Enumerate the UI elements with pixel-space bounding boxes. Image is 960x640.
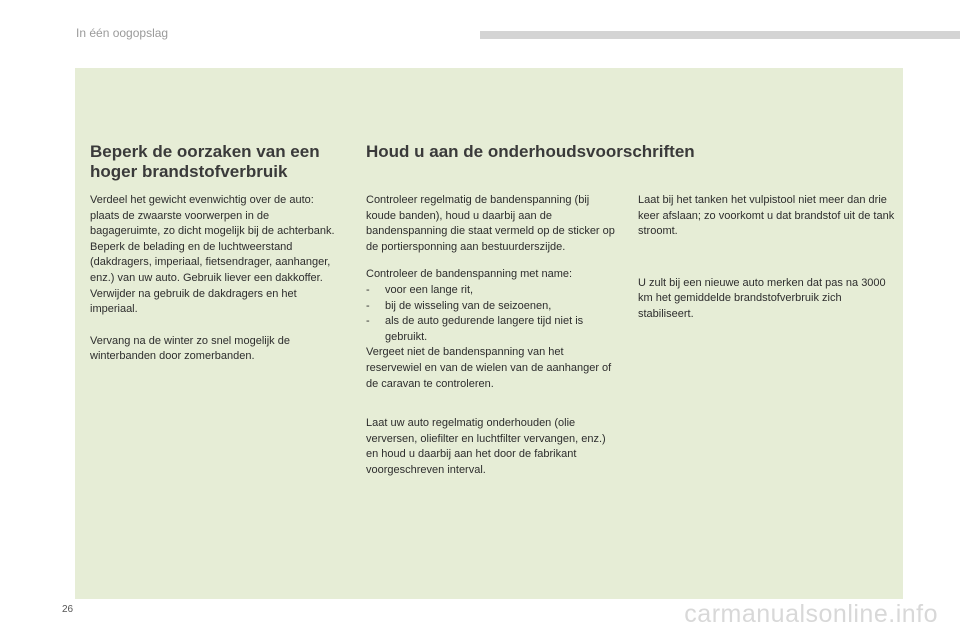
column-fuel-tips: [90, 193, 340, 365]
heading-maintenance: Houd u aan de onderhoudsvoorschriften: [366, 142, 695, 161]
paragraph-spare-wheel: Vergeet niet de bandenspanning van het reservewiel en van de wielen van de aanhanger of de caravan te controleren.: [366, 346, 612, 390]
header-divider-bar: [480, 31, 960, 39]
paragraph-new-car-consumption: U zult bij een nieuwe auto merken dat pas na 3000 km het gemiddelde brandstofverbruik zich stabiliseert.: [638, 276, 886, 320]
page-number: 26: [62, 604, 74, 615]
paragraph-tyre-check-intro: Controleer de bandenspanning met name:: [366, 268, 573, 281]
list-item: - voor een lange rit,: [366, 283, 618, 299]
paragraph-service-interval: Laat uw auto regelmatig onderhouden (olie verversen, oliefilter en luchtfilter vervangen, enz.) en houd u daarbij aan het door de fabrikant voorgeschreven interval.: [366, 417, 606, 476]
list-item: - bij de wisseling van de seizoenen,: [366, 299, 618, 315]
list-item: - als de auto gedurende langere tijd niet is gebruikt.: [366, 314, 618, 345]
column-maintenance-main: [366, 193, 618, 479]
watermark-text: carmanualsonline.info: [684, 600, 938, 628]
paragraph-tyre-pressure: Controleer regelmatig de bandenspanning (bij koude banden), houd u daarbij aan de bandenspanning die staat vermeld op de sticker op de portiersponning aan bestuurderszijde.: [366, 194, 615, 253]
heading-fuel-consumption: Beperk de oorzaken van een hoger brandstofverbruik: [90, 142, 320, 181]
paragraph-remove-roof-bars: Verwijder na gebruik de dakdragers en het imperiaal.: [90, 287, 297, 316]
paragraph-weight-distribution: Verdeel het gewicht evenwichtig over de auto: plaats de zwaarste voorwerpen in de bagageruimte, zo dicht mogelijk bij de achterbank.: [90, 194, 335, 238]
paragraph-air-resistance: Beperk de belading en de luchtweerstand (dakdragers, imperiaal, fietsendrager, aanhanger, enz.) van uw auto. Gebruik liever een dakkoffer.: [90, 240, 331, 284]
tyre-check-list: [366, 283, 618, 345]
column-maintenance-side: [638, 193, 900, 323]
paragraph-winter-tyres: Vervang na de winter zo snel mogelijk de winterbanden door zomerbanden.: [90, 334, 290, 363]
section-title: In één oogopslag: [76, 26, 169, 40]
paragraph-refuelling: Laat bij het tanken het vulpistool niet meer dan drie keer afslaan; zo voorkomt u dat brandstof uit de tank stroomt.: [638, 194, 895, 238]
